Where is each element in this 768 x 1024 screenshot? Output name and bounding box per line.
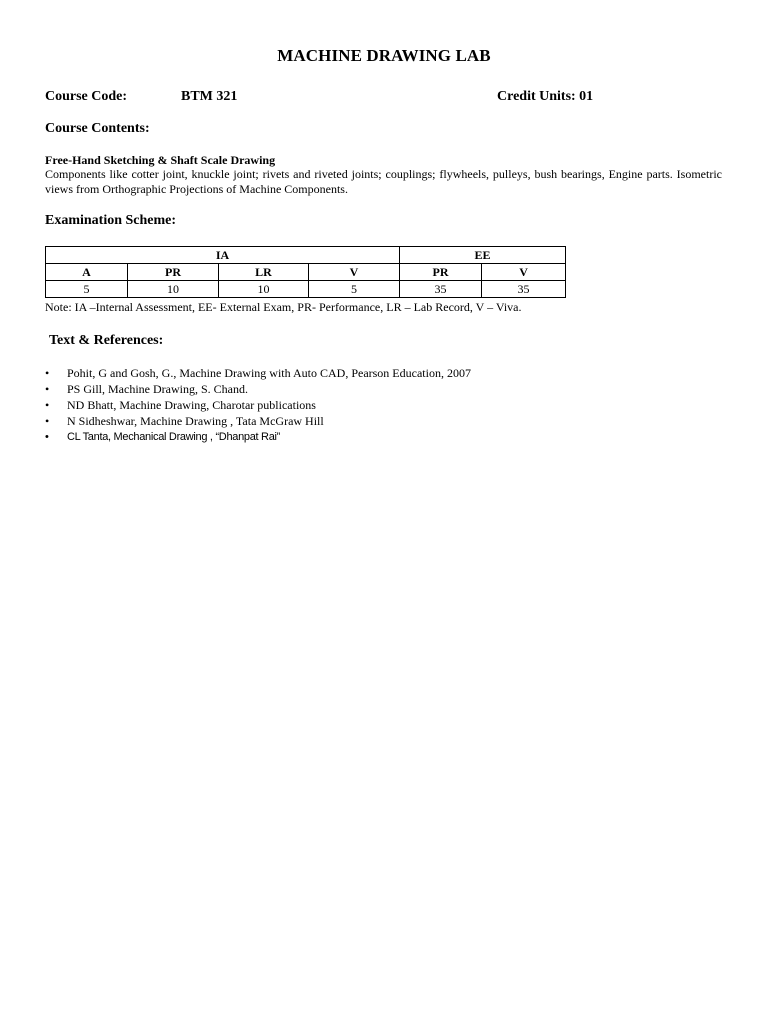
- table-cell: 5: [309, 281, 400, 298]
- reference-text: Pohit, G and Gosh, G., Machine Drawing with Auto CAD, Pearson Education, 2007: [67, 366, 471, 380]
- reference-text: PS Gill, Machine Drawing, S. Chand.: [67, 382, 248, 396]
- references-heading: Text & References:: [49, 333, 164, 348]
- list-item: [45, 413, 471, 429]
- column-header: A: [46, 264, 128, 281]
- table-cell: 35: [482, 281, 566, 298]
- examination-scheme-heading: Examination Scheme:: [45, 213, 177, 228]
- group-ia-header: IA: [46, 247, 400, 264]
- credit-units: Credit Units: 01: [497, 89, 594, 104]
- list-item: [45, 397, 471, 413]
- bullet-icon: •: [45, 382, 50, 396]
- column-header: LR: [219, 264, 309, 281]
- column-header: PR: [128, 264, 219, 281]
- table-cell: 5: [46, 281, 128, 298]
- column-header: V: [482, 264, 566, 281]
- contents-paragraph: Components like cotter joint, knuckle joint; rivets and riveted joints; couplings; flywheels, pulleys, bush bearings, Engine parts. Isometric views from Orthographic Projections of Machine Components.: [45, 167, 722, 196]
- exam-note: Note: IA –Internal Assessment, EE- External Exam, PR- Performance, LR – Lab Record, V – Viva.: [45, 300, 522, 314]
- course-contents-heading: Course Contents:: [45, 121, 150, 136]
- bullet-icon: •: [45, 414, 50, 428]
- examination-table: [45, 246, 566, 298]
- bullet-icon: •: [45, 398, 50, 412]
- list-item: [45, 429, 471, 445]
- reference-text: CL Tanta, Mechanical Drawing , “Dhanpat Rai”: [67, 431, 281, 443]
- references-list: [45, 365, 471, 445]
- bullet-icon: •: [45, 366, 50, 380]
- table-cell: 10: [219, 281, 309, 298]
- reference-text: ND Bhatt, Machine Drawing, Charotar publications: [67, 398, 316, 412]
- table-header-row: [46, 264, 566, 281]
- page-title: MACHINE DRAWING LAB: [277, 46, 491, 65]
- column-header: PR: [400, 264, 482, 281]
- column-header: V: [309, 264, 400, 281]
- contents-subheading: Free-Hand Sketching & Shaft Scale Drawing: [45, 153, 276, 167]
- table-row: [46, 281, 566, 298]
- list-item: [45, 381, 471, 397]
- table-cell: 10: [128, 281, 219, 298]
- course-code-label: Course Code:: [45, 89, 128, 104]
- list-item: [45, 365, 471, 381]
- group-ee-header: EE: [400, 247, 566, 264]
- reference-text: N Sidheshwar, Machine Drawing , Tata McGraw Hill: [67, 414, 324, 428]
- course-code-value: BTM 321: [181, 89, 238, 104]
- table-cell: 35: [400, 281, 482, 298]
- course-info-row: [45, 89, 725, 109]
- table-group-row: [46, 247, 566, 264]
- bullet-icon: •: [45, 431, 49, 443]
